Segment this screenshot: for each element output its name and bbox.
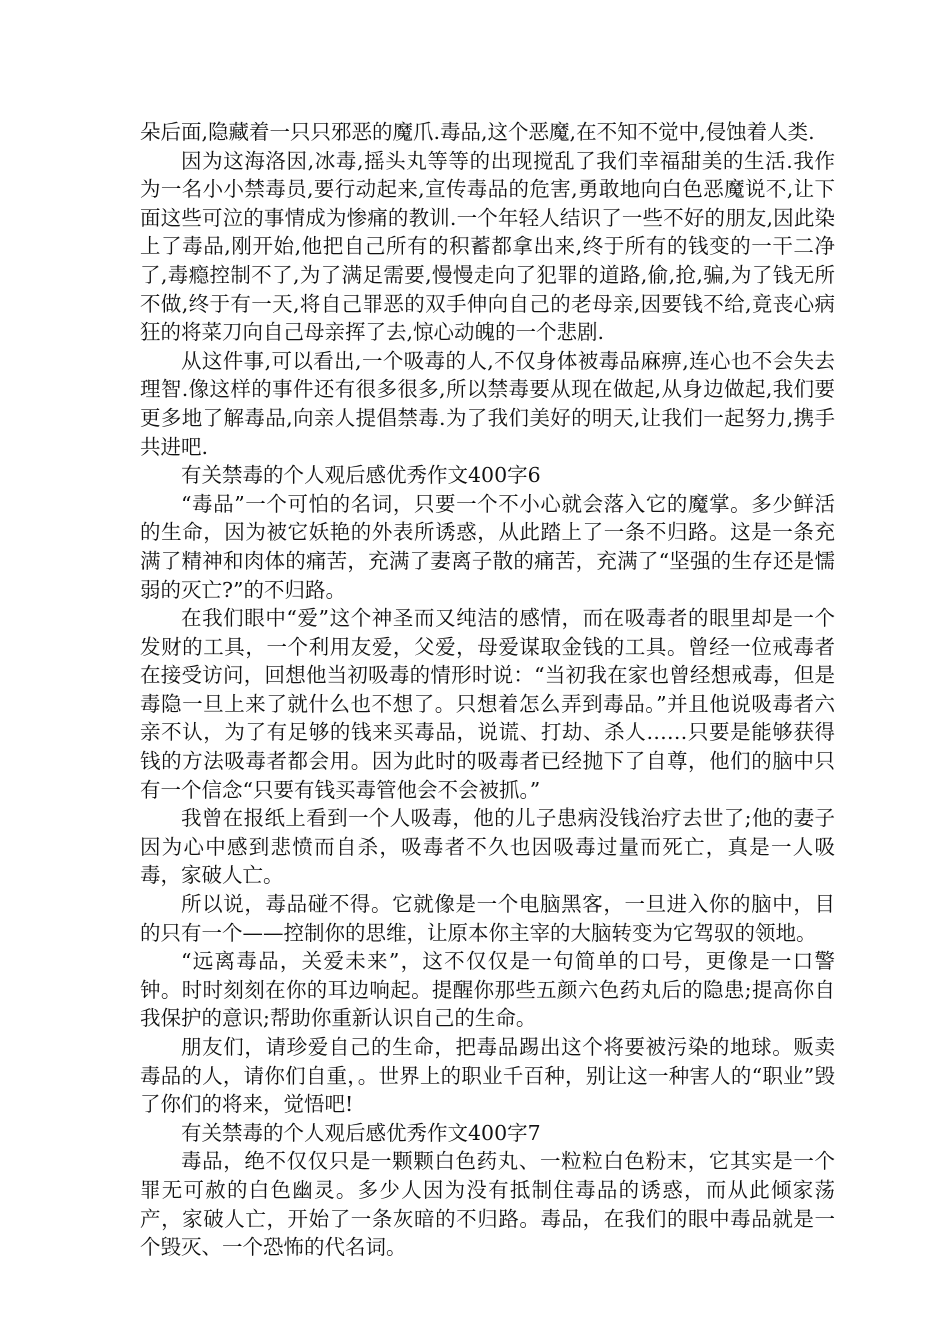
paragraph-white-ghost: 毒品，绝不仅仅只是一颗颗白色药丸、一粒粒白色粉末，它其实是一个罪无可赦的白色幽灵。多少人因为没有抵制住毒品的诱惑，而从此倾家荡产，家破人亡，开始了一条灰暗的不归路。毒品，在我们的眼中毒品就是一个毁灭、一个恐怖的代名词。 — [140, 1149, 835, 1260]
paragraph-lesson: 从这件事,可以看出,一个吸毒的人,不仅身体被毒品麻痹,连心也不会失去理智.像这样的事件还有很多很多,所以禁毒要从现在做起,从身边做起,我们要更多地了解毒品,向亲人提倡禁毒.为了我们美好的明天,让我们一起努力,携手共进吧. — [140, 348, 835, 459]
paragraph-drug-definition: “毒品”一个可怕的名词，只要一个不小心就会落入它的魔掌。多少鲜活的生命，因为被它妖艳的外表所诱惑，从此踏上了一条不归路。这是一条充满了精神和肉体的痛苦，充满了妻离子散的痛苦，充满了“坚强的生存还是懦弱的灭亡?”的不归路。 — [140, 491, 835, 602]
paragraph-heroin-story: 因为这海洛因,冰毒,摇头丸等等的出现搅乱了我们幸福甜美的生活.我作为一名小小禁毒员,要行动起来,宣传毒品的危害,勇敢地向白色恶魔说不,让下面这些可泣的事情成为惨痛的教训.一个年轻人结识了一些不好的朋友,因此染上了毒品,刚开始,他把自己所有的积蓄都拿出来,终于所有的钱变的一干二净了,毒瘾控制不了,为了满足需要,慢慢走向了犯罪的道路,偷,抢,骗,为了钱无所不做,终于有一天,将自己罪恶的双手伸向自己的老母亲,因要钱不给,竟丧心病狂的将菜刀向自己母亲挥了去,惊心动魄的一个悲剧. — [140, 148, 835, 345]
essay-heading-6: 有关禁毒的个人观后感优秀作文400字6 — [181, 463, 541, 488]
paragraph-appeal: 朋友们，请珍爱自己的生命，把毒品踢出这个将要被污染的地球。贩卖毒品的人，请你们自重，。世界上的职业千百种，别让这一种害人的“职业”毁了你们的将来，觉悟吧! — [140, 1035, 835, 1117]
paragraph-newspaper-story: 我曾在报纸上看到一个人吸毒，他的儿子患病没钱治疗去世了;他的妻子因为心中感到悲愤而自杀，吸毒者不久也因吸毒过量而死亡，真是一人吸毒，家破人亡。 — [140, 806, 835, 888]
document-page — [140, 118, 835, 1262]
paragraph-slogan: “远离毒品，关爱未来”，这不仅仅是一句简单的口号，更像是一口警钟。时时刻刻在你的耳边响起。提醒你那些五颜六色药丸后的隐患;提高你自我保护的意识;帮助你重新认识自己的生命。 — [140, 949, 835, 1031]
paragraph-continuation: 朵后面,隐藏着一只只邪恶的魔爪.毒品,这个恶魔,在不知不觉中,侵蚀着人类. — [140, 120, 815, 144]
paragraph-addict-interview: 在我们眼中“爱”这个神圣而又纯洁的感情，而在吸毒者的眼里却是一个发财的工具，一个利用友爱，父爱，母爱谋取金钱的工具。曾经一位戒毒者在接受访问，回想他当初吸毒的情形时说：“当初我在家也曾经想戒毒，但是毒隐一旦上来了就什么也不想了。只想着怎么弄到毒品。”并且他说吸毒者六亲不认，为了有足够的钱来买毒品，说谎、打劫、杀人……只要是能够获得钱的方法吸毒者都会用。因为此时的吸毒者已经抛下了自尊，他们的脑中只有一个信念“只要有钱买毒管他会不会被抓。” — [140, 606, 835, 802]
paragraph-hacker-metaphor: 所以说，毒品碰不得。它就像是一个电脑黑客，一旦进入你的脑中，目的只有一个——控制你的思维，让原本你主宰的大脑转变为它驾驭的领地。 — [140, 892, 835, 945]
essay-heading-7: 有关禁毒的个人观后感优秀作文400字7 — [181, 1120, 541, 1145]
